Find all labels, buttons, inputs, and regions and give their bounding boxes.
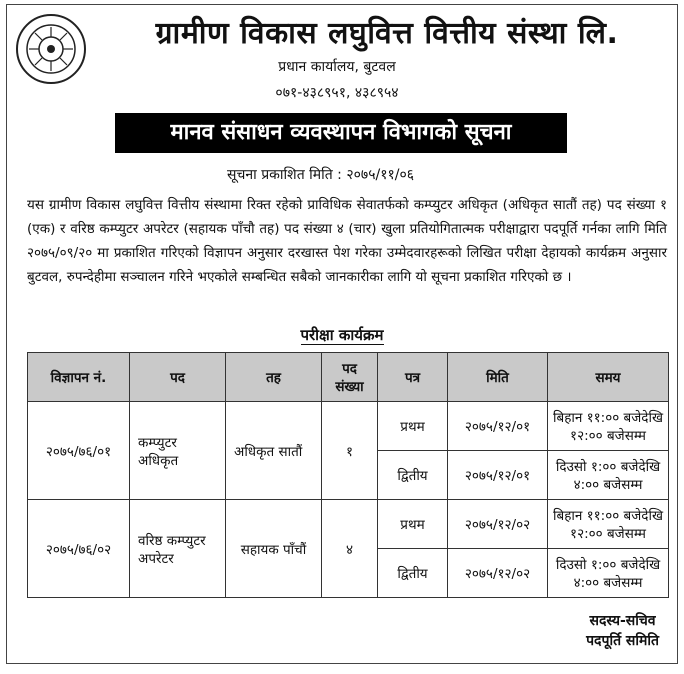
- organization-seal-icon: [15, 13, 87, 85]
- paper-cell: प्रथम: [378, 402, 448, 451]
- header-count: पद संख्या: [322, 353, 378, 402]
- header-paper: पत्र: [378, 353, 448, 402]
- header-date: मिति: [448, 353, 548, 402]
- publish-date-line: [227, 165, 414, 184]
- time-cell: दिउसो १:०० बजेदेखि ४:०० बजेसम्म: [548, 451, 669, 500]
- post-cell: कम्प्युटर अधिकृत: [130, 402, 226, 500]
- date-cell: २०७५/१२/०२: [448, 549, 548, 598]
- paper-cell: द्वितीय: [378, 549, 448, 598]
- level-cell: सहायक पाँचौं: [226, 500, 322, 598]
- table-header-row: [28, 353, 669, 402]
- publish-date-value: २०७५/११/०६: [346, 167, 415, 183]
- program-title-text: परीक्षा कार्यक्रम: [300, 326, 384, 344]
- program-title: [7, 325, 677, 345]
- header-post: पद: [130, 353, 226, 402]
- time-cell: बिहान ११:०० बजेदेखि १२:०० बजेसम्म: [548, 500, 669, 549]
- time-cell: दिउसो १:०० बजेदेखि ४:०० बजेसम्म: [548, 549, 669, 598]
- table-row: [28, 500, 669, 549]
- notice-paragraph: यस ग्रामीण विकास लघुवित्त वित्तीय संस्थामा रिक्त रहेको प्राविधिक सेवातर्फको कम्प्युटर अधिकृत (अधिकृत सातौं तह) पद संख्या १ (एक) र वरिष्ठ कम्प्युटर अपरेटर (सहायक पाँचौ तह) पद संख्या ४ (चार) खुला प्रतियोगितात्मक परीक्षाद्वारा पदपूर्ति गर्नका लागि मिति २०७५/०९/२० मा प्रकाशित गरिएको विज्ञापन अनुसार दरखास्त पेश गरेका उम्मेदवारहरूको लिखित परीक्षा देहायको कार्यक्रम अनुसार बुटवल, रुपन्देहीमा सञ्चालन गरिने भएकोले सम्बन्धित सबैको जानकारीका लागि यो सूचना प्रकाशित गरिएको छ ।: [27, 197, 667, 285]
- paper-cell: द्वितीय: [378, 451, 448, 500]
- date-cell: २०७५/१२/०१: [448, 451, 548, 500]
- header-ad-no: विज्ञापन नं.: [28, 353, 130, 402]
- header-time: समय: [548, 353, 669, 402]
- table-row: [28, 402, 669, 451]
- signature-block: [586, 611, 659, 651]
- signature-committee: पदपूर्ति समिति: [586, 633, 659, 649]
- header-level: तह: [226, 353, 322, 402]
- publish-date-label: सूचना प्रकाशित मिति :: [227, 167, 342, 183]
- count-cell: ४: [322, 500, 378, 598]
- phone-numbers: ०७१-४३८९५१, ४३८९५४: [275, 85, 399, 101]
- date-cell: २०७५/१२/०२: [448, 500, 548, 549]
- ad-no-cell: २०७५/७६/०२: [28, 500, 130, 598]
- level-cell: अधिकृत सातौं: [226, 402, 322, 500]
- paper-cell: प्रथम: [378, 500, 448, 549]
- time-cell: बिहान ११:०० बजेदेखि १२:०० बजेसम्म: [548, 402, 669, 451]
- count-cell: १: [322, 402, 378, 500]
- office-address: प्रधान कार्यालय, बुटवल: [278, 59, 396, 75]
- signature-title: सदस्य-सचिव: [589, 613, 656, 629]
- notice-page: [6, 4, 678, 664]
- organization-name: ग्रामीण विकास लघुवित्त वित्तीय संस्था लि.: [155, 16, 619, 51]
- notice-banner: मानव संसाधन व्यवस्थापन विभागको सूचना: [115, 113, 567, 153]
- ad-no-cell: २०७५/७६/०१: [28, 402, 130, 500]
- date-cell: २०७५/१२/०१: [448, 402, 548, 451]
- exam-schedule-table: [27, 352, 669, 598]
- post-cell: वरिष्ठ कम्प्युटर अपरेटर: [130, 500, 226, 598]
